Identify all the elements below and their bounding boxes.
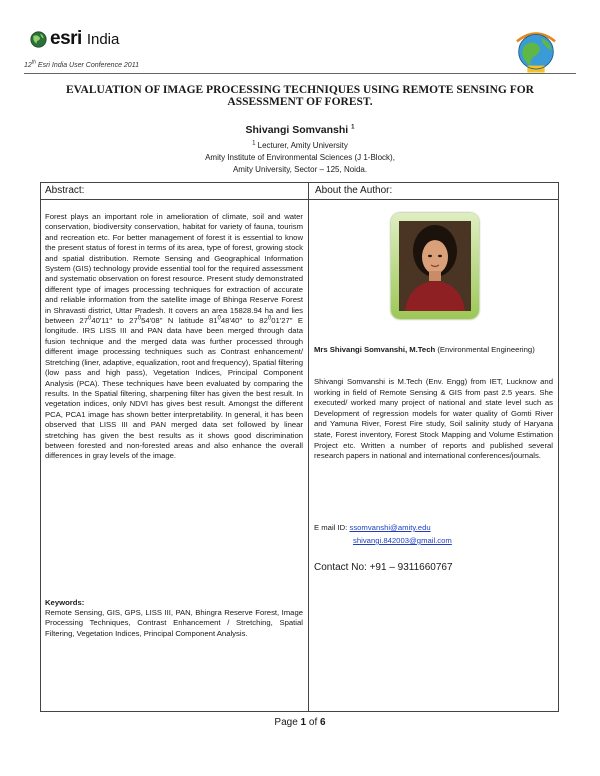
conference-logo-icon <box>510 24 562 76</box>
author-photo <box>391 213 479 319</box>
author-affiliation <box>0 140 600 176</box>
portrait-icon <box>399 221 471 311</box>
affiliation-line-2: Amity Institute of Environmental Sciences (J 1-Block), <box>205 153 395 162</box>
email-line-2 <box>353 536 452 545</box>
header-rule <box>24 73 576 74</box>
conference-line: 12th Esri India User Conference 2011 <box>24 59 139 69</box>
about-author-heading: About the Author: <box>315 185 393 196</box>
author-portrait <box>399 221 471 311</box>
page-number: Page 1 of 6 <box>274 717 326 728</box>
email-line: E mail ID: ssomvanshi@amity.edu <box>314 523 431 532</box>
affiliation-line-3: Amity University, Sector – 125, Noida. <box>232 165 368 174</box>
logo-text: esri <box>50 28 82 49</box>
column-divider <box>308 182 309 712</box>
author-bio-name: Mrs Shivangi Somvanshi, M.Tech (Environmental Engineering) <box>314 345 535 354</box>
keywords-text: Remote Sensing, GIS, GPS, LISS III, PAN, Bhingra Reserve Forest, Image Processing Techniques, Contrast Enhancement / Stretching, Spatial Filtering, Vegetation Indices, Principal Component Analysis. <box>45 608 303 638</box>
title-line-1: EVALUATION OF IMAGE PROCESSING TECHNIQUES USING REMOTE SENSING FOR <box>66 84 534 96</box>
author-bio-text: Shivangi Somvanshi is M.Tech (Env. Engg) from IET, Lucknow and working in field of Remote Sensing & GIS from past 2.5 years. She executed/ worked many project of national and state level such as Development of regression models for water quality of Gomti River and Yamuna River, Forest Fire study, Soil salinity study of Haryana state, Forest inventory, Forest Stock Mapping and Volume Estimation Project etc. Written a number of reports and published several research papers in national and international conferences/journals. <box>314 377 553 461</box>
contact-number: Contact No: +91 – 9311660767 <box>314 562 453 573</box>
author-name: Shivangi Somvanshi $^1$ <box>245 124 355 136</box>
abstract-text: Forest plays an important role in amelioration of climate, soil and water conservation, biodiversity conservation, habitat for variety of fauna, tourism and recreation etc. For better management of forest it is essential to know the present status of forest in terms of its area, type of forest, growing stock and spatial distribution. Remote Sensing and Geographical Information System (GIS) technology provide essential tool for the required assessment and systematic observation on forest resource. Present study demonstrated different type of images processing techniques for extraction of accurate and reliable information from the satellite image of Bhinga Reserve Forest in Shravasti district, Uttar Pradesh. It covers an area 15828.94 ha and lies between $27^040'11$" to $27^054'08''$ N latitude $81^048'40$" to $82^001'27$" E longitude. IRS LISS III and PAN data have been merged through data fusion technique and the merged data was further processed through different image processing techniques such as Contrast enhancement/ Stretching (liner, adaptive, equalization, root and frequency), Spatial filtering (low pass and high pass), Vegetation Indices, Principal Component Analysis (PCA). These techniques have been evaluated by comparing the results. In the Spatial filtering, sharpening filter has given the best result. In vegetation indices, only NDVI has gives best result. Amongst the different PCA, PCA1 image has shown better interpretability. In general, it has been observed that LISS III and PAN merged data set followed by linear stretching has given the best results as it shows good discrimination between forested and non-forested areas and also enhance the overall differences in gray levels of the image. <box>45 212 303 461</box>
esri-india-logo <box>30 28 119 50</box>
abstract-heading: Abstract: <box>45 185 85 196</box>
globe-icon <box>30 31 47 48</box>
paper-title <box>40 84 560 108</box>
email-link-gmail[interactable]: shivangi.842003@gmail.com <box>353 536 452 545</box>
email-link-amity[interactable]: ssomvanshi@amity.edu <box>349 523 431 532</box>
logo-region: India <box>86 30 120 48</box>
heading-rule <box>40 199 559 200</box>
keywords-heading: Keywords: <box>45 598 85 607</box>
title-line-2: ASSESSMENT OF FOREST. <box>227 96 373 108</box>
affiliation-line-1: $^1$ Lecturer, Amity University <box>252 140 348 150</box>
